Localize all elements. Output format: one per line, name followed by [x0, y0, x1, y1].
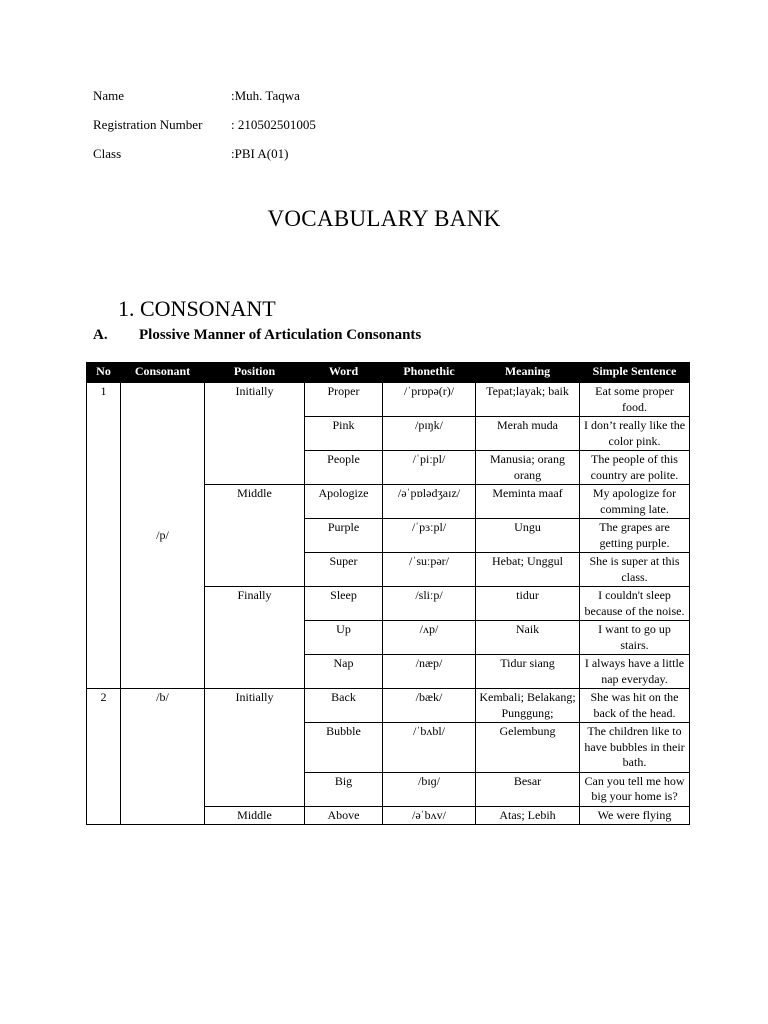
cell-sentence: I want to go up stairs.: [580, 621, 690, 655]
header-sentence: Simple Sentence: [580, 363, 690, 383]
name-value: :Muh. Taqwa: [231, 88, 300, 103]
cell-sentence: My apologize for comming late.: [580, 485, 690, 519]
cell-word: Nap: [305, 655, 383, 689]
cell-word: Up: [305, 621, 383, 655]
section-number: 1.: [118, 296, 135, 321]
class-label: Class: [93, 146, 122, 161]
cell-word: People: [305, 451, 383, 485]
cell-meaning: Meminta maaf: [476, 485, 580, 519]
cell-meaning: Besar: [476, 772, 580, 806]
cell-meaning: tidur: [476, 587, 580, 621]
cell-meaning: Tidur siang: [476, 655, 580, 689]
registration-label: Registration Number: [93, 117, 203, 132]
cell-word: Sleep: [305, 587, 383, 621]
header-consonant: Consonant: [121, 363, 205, 383]
cell-word: Super: [305, 553, 383, 587]
cell-position: Initially: [205, 689, 305, 807]
cell-sentence: She is super at this class.: [580, 553, 690, 587]
cell-phonetic: /əˈpɒlədʒaɪz/: [383, 485, 476, 519]
cell-phonetic: /ˈpiːpl/: [383, 451, 476, 485]
cell-word: Apologize: [305, 485, 383, 519]
header-meaning: Meaning: [476, 363, 580, 383]
section-title: CONSONANT: [140, 296, 276, 321]
cell-meaning: Ungu: [476, 519, 580, 553]
cell-phonetic: /ˈprɒpə(r)/: [383, 383, 476, 417]
cell-phonetic: /næp/: [383, 655, 476, 689]
cell-sentence: The people of this country are polite.: [580, 451, 690, 485]
registration-value: : 210502501005: [231, 117, 316, 132]
cell-word: Big: [305, 772, 383, 806]
cell-position: Middle: [205, 485, 305, 587]
cell-no: 1: [87, 383, 121, 689]
cell-meaning: Kembali; Belakang; Punggung;: [476, 689, 580, 723]
cell-position: Initially: [205, 383, 305, 485]
cell-word: Pink: [305, 417, 383, 451]
cell-phonetic: /ˈbʌbl/: [383, 723, 476, 773]
subsection-title: Plossive Manner of Articulation Consonants: [139, 327, 422, 343]
class-value: :PBI A(01): [231, 146, 289, 161]
cell-meaning: Gelembung: [476, 723, 580, 773]
student-name-row: [93, 88, 300, 104]
cell-meaning: Atas; Lebih: [476, 806, 580, 825]
table-row: [87, 383, 690, 417]
subsection-heading: [93, 327, 421, 344]
table-row: [87, 689, 690, 723]
document-title: VOCABULARY BANK: [267, 206, 501, 231]
cell-phonetic: /ˈpɜːpl/: [383, 519, 476, 553]
table-header-row: [87, 363, 690, 383]
cell-meaning: Hebat; Unggul: [476, 553, 580, 587]
header-phonetic: Phonethic: [383, 363, 476, 383]
vocabulary-table: [86, 362, 690, 825]
cell-word: Back: [305, 689, 383, 723]
cell-position: Finally: [205, 587, 305, 689]
cell-consonant: /b/: [121, 689, 205, 825]
header-word: Word: [305, 363, 383, 383]
cell-sentence: I always have a little nap everyday.: [580, 655, 690, 689]
cell-sentence: Eat some proper food.: [580, 383, 690, 417]
cell-sentence: I couldn't sleep because of the noise.: [580, 587, 690, 621]
cell-meaning: Manusia; orang orang: [476, 451, 580, 485]
class-row: [93, 146, 289, 162]
cell-phonetic: /sliːp/: [383, 587, 476, 621]
cell-phonetic: /ʌp/: [383, 621, 476, 655]
cell-sentence: The grapes are getting purple.: [580, 519, 690, 553]
cell-phonetic: /ˈsuːpər/: [383, 553, 476, 587]
cell-phonetic: /pɪŋk/: [383, 417, 476, 451]
cell-position: Middle: [205, 806, 305, 825]
cell-sentence: I don’t really like the color pink.: [580, 417, 690, 451]
cell-meaning: Naik: [476, 621, 580, 655]
cell-no: 2: [87, 689, 121, 825]
subsection-letter: A.: [93, 327, 108, 343]
cell-consonant: /p/: [121, 383, 205, 689]
page-bottom-margin: [0, 934, 768, 1024]
name-label: Name: [93, 88, 125, 103]
cell-meaning: Merah muda: [476, 417, 580, 451]
cell-meaning: Tepat;layak; baik: [476, 383, 580, 417]
cell-word: Proper: [305, 383, 383, 417]
cell-word: Bubble: [305, 723, 383, 773]
cell-sentence: Can you tell me how big your home is?: [580, 772, 690, 806]
header-no: No: [87, 363, 121, 383]
cell-word: Purple: [305, 519, 383, 553]
cell-sentence: The children like to have bubbles in their bath.: [580, 723, 690, 773]
cell-phonetic: /bɪɡ/: [383, 772, 476, 806]
cell-word: Above: [305, 806, 383, 825]
cell-phonetic: /bæk/: [383, 689, 476, 723]
section-heading: [118, 296, 276, 322]
cell-phonetic: /əˈbʌv/: [383, 806, 476, 825]
cell-sentence: She was hit on the back of the head.: [580, 689, 690, 723]
header-position: Position: [205, 363, 305, 383]
registration-row: [93, 117, 316, 133]
cell-sentence: We were flying: [580, 806, 690, 825]
